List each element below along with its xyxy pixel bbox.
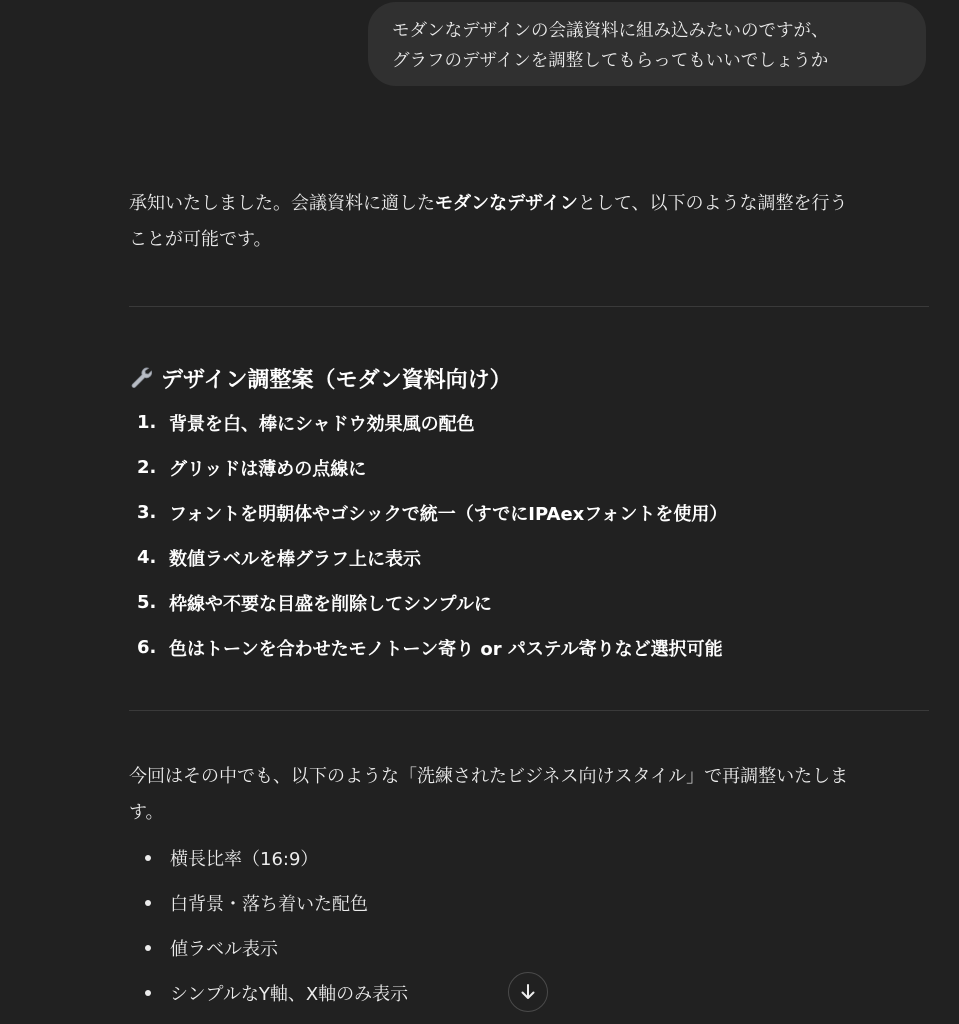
- assistant-message: [129, 186, 929, 1015]
- list-item-number: 5.: [137, 592, 157, 613]
- list-item-text: シンプルなY軸、X軸のみ表示: [170, 983, 409, 1005]
- arrow-down-icon: [518, 982, 538, 1002]
- user-message-line: グラフのデザインを調整してもらってもいいでしょうか: [392, 51, 829, 71]
- user-message-line: モダンなデザインの会議資料に組み込みたいのですが、: [392, 21, 829, 41]
- list-item: [129, 400, 929, 445]
- bullet-icon: [145, 900, 151, 906]
- list-item: [129, 835, 929, 880]
- followup-text: す。: [129, 802, 164, 823]
- user-message-bubble: [368, 2, 926, 86]
- scroll-down-button[interactable]: [508, 972, 548, 1012]
- list-item-number: 4.: [137, 547, 157, 568]
- list-item-text: 枠線や不要な目盛を削除してシンプルに: [169, 593, 492, 615]
- list-item: [129, 580, 929, 625]
- assistant-followup: [129, 759, 929, 831]
- list-item: [129, 490, 929, 535]
- list-item-text: グリッドは薄めの点線に: [169, 458, 367, 480]
- list-item: [129, 880, 929, 925]
- list-item-text: 数値ラベルを棒グラフ上に表示: [169, 548, 421, 570]
- intro-text: ことが可能です。: [129, 229, 272, 250]
- list-item: [129, 625, 929, 670]
- list-item-number: 3.: [137, 502, 157, 523]
- proposal-heading: [129, 360, 929, 396]
- bullet-icon: [145, 855, 151, 861]
- list-item-text: 色はトーンを合わせたモノトーン寄り or パステル寄りなど選択可能: [169, 638, 723, 660]
- list-item-number: 2.: [137, 457, 157, 478]
- list-item-text: 白背景・落ち着いた配色: [170, 893, 368, 915]
- proposal-heading-text: デザイン調整案（モダン資料向け）: [161, 367, 512, 393]
- list-item-text: フォントを明朝体やゴシックで統一（すでにIPAexフォントを使用）: [169, 503, 728, 525]
- list-item-number: 6.: [137, 637, 157, 658]
- intro-text: 承知いたしました。会議資料に適した: [129, 193, 435, 214]
- bullet-icon: [145, 990, 151, 996]
- proposal-list: [129, 400, 929, 670]
- list-item: [129, 535, 929, 580]
- list-item-text: 値ラベル表示: [170, 938, 278, 960]
- list-item-text: 横長比率（16:9）: [170, 848, 319, 870]
- list-item-number: 1.: [137, 412, 157, 433]
- assistant-intro: [129, 186, 929, 258]
- intro-text: として、以下のような調整を行う: [577, 193, 848, 214]
- intro-bold-text: モダンなデザイン: [435, 193, 578, 214]
- list-item: [129, 925, 929, 970]
- followup-text: 今回はその中でも、以下のような「洗練されたビジネス向けスタイル」で再調整いたしま: [129, 766, 849, 787]
- list-item-text: 背景を白、棒にシャドウ効果風の配色: [169, 413, 475, 435]
- list-item: [129, 445, 929, 490]
- wrench-icon: [129, 365, 155, 391]
- bullet-icon: [145, 945, 151, 951]
